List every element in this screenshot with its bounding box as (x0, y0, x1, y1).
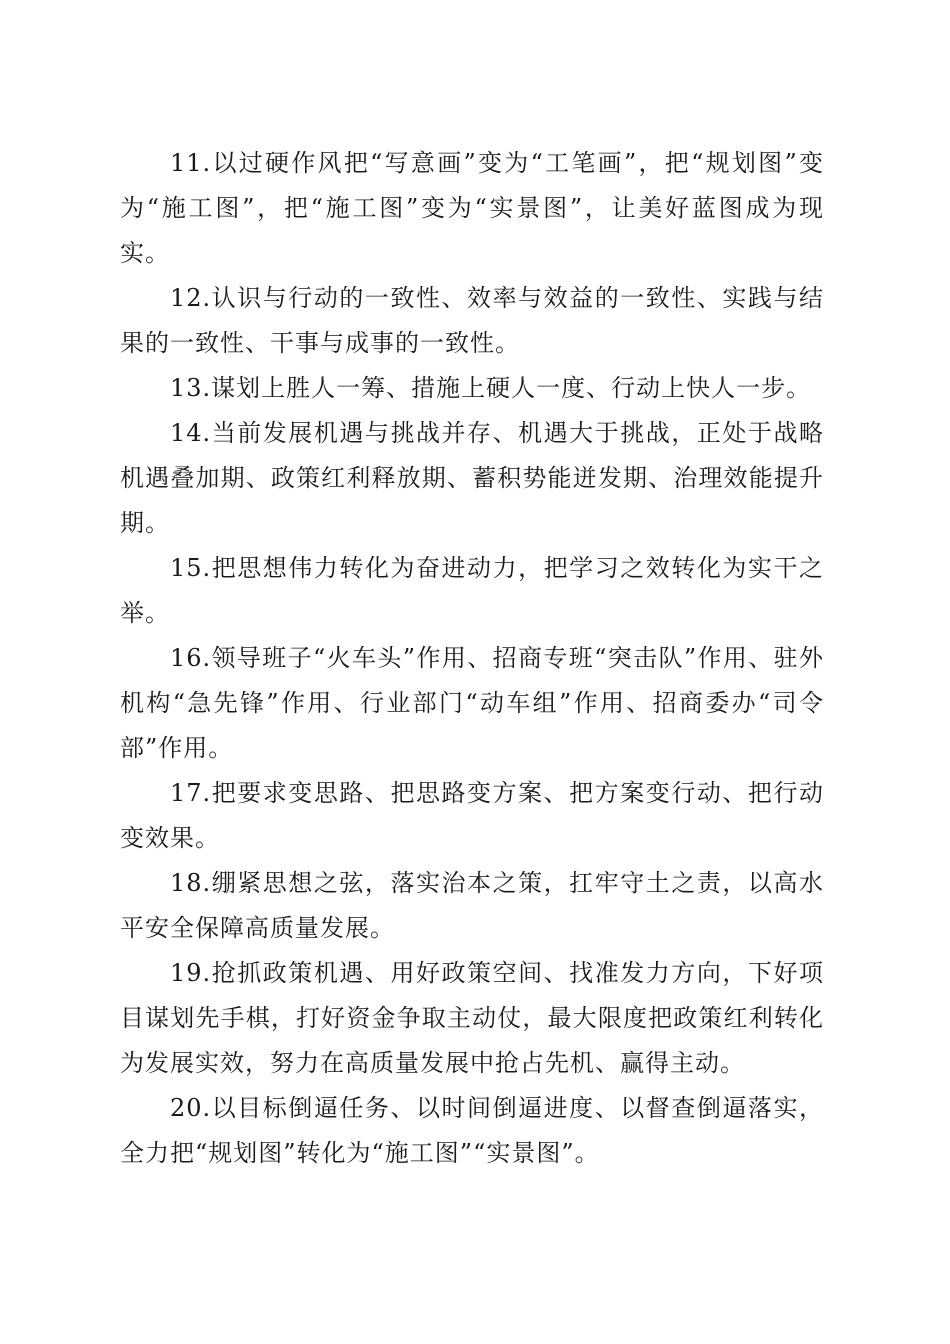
paragraph-18: 18.绷紧思想之弦，落实治本之策，扛牢守土之责，以高水平安全保障高质量发展。 (120, 869, 824, 942)
paragraph-15: 15.把思想伟力转化为奋进动力，把学习之效转化为实干之举。 (120, 554, 824, 627)
document-body (120, 141, 824, 1176)
paragraph-13: 13.谋划上胜人一筹、措施上硬人一度、行动上快人一步。 (170, 374, 812, 402)
paragraph-19: 19.抢抓政策机遇、用好政策空间、找准发力方向，下好项目谋划先手棋，打好资金争取主动仗，最大限度把政策红利转化为发展实效，努力在高质量发展中抢占先机、赢得主动。 (120, 959, 824, 1077)
paragraph-12: 12.认识与行动的一致性、效率与效益的一致性、实践与结果的一致性、干事与成事的一致性。 (120, 284, 824, 357)
paragraph-17: 17.把要求变思路、把思路变方案、把方案变行动、把行动变效果。 (120, 779, 824, 852)
paragraph-16: 16.领导班子“火车头”作用、招商专班“突击队”作用、驻外机构“急先锋”作用、行业部门“动车组”作用、招商委办“司令部”作用。 (120, 644, 824, 762)
paragraph-11: 11.以过硬作风把“写意画”变为“工笔画”，把“规划图”变为“施工图”，把“施工图”变为“实景图”，让美好蓝图成为现实。 (120, 149, 824, 267)
paragraph-14: 14.当前发展机遇与挑战并存、机遇大于挑战，正处于战略机遇叠加期、政策红利释放期、蓄积势能迸发期、治理效能提升期。 (120, 419, 824, 537)
paragraph-20: 20.以目标倒逼任务、以时间倒逼进度、以督查倒逼落实，全力把“规划图”转化为“施工图”“实景图”。 (120, 1094, 824, 1167)
